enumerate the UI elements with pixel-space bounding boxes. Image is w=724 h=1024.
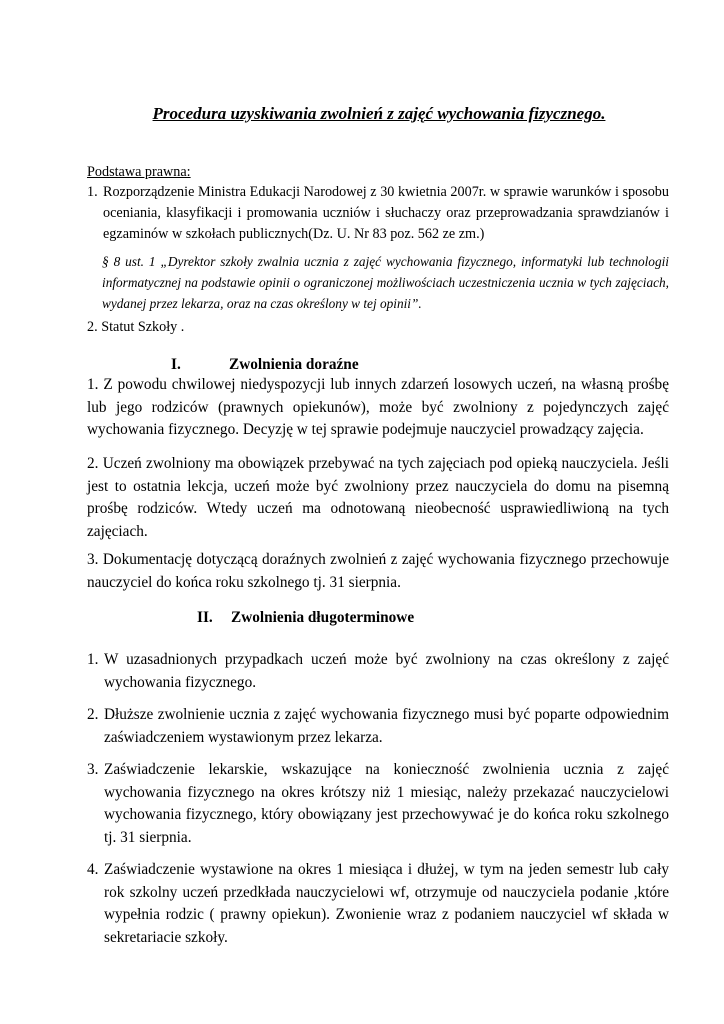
legal-basis-item [87, 182, 669, 245]
list-number: 3. [87, 761, 99, 778]
list-item [87, 704, 669, 749]
section-heading-2 [197, 607, 414, 629]
list-number: 1. [87, 651, 99, 668]
list-text: Dłuższe zwolnienie ucznia z zajęć wychowania fizycznego musi być poparte odpowiednim zaświadczeniem wystawionym przez lekarza. [104, 706, 669, 746]
list-number: 1. [87, 184, 98, 200]
list-text: W uzasadnionych przypadkach uczeń może być zwolniony na czas określony z zajęć wychowania fizycznego. [104, 651, 669, 691]
section-numeral: I. [171, 356, 181, 373]
list-number: 4. [87, 861, 99, 878]
long-term-list [87, 649, 669, 959]
list-item [87, 859, 669, 949]
statute-item: 2. Statut Szkoły . [87, 319, 185, 335]
legal-basis-list [87, 182, 669, 245]
list-item [87, 759, 669, 849]
section-heading-1 [171, 354, 359, 376]
list-number: 2. [87, 706, 99, 723]
section-title: Zwolnienia długoterminowe [231, 609, 415, 626]
document-title: Procedura uzyskiwania zwolnień z zajęć wychowania fizycznego. [152, 104, 606, 123]
list-text: Zaświadczenie lekarskie, wskazujące na konieczność zwolnienia ucznia z zajęć wychowania fizycznego na okres krótszy niż 1 miesiąc, należy przekazać nauczycielowi wychowania fizycznego, który obowiązany jest przechowywać je do końca roku szkolnego tj. 31 sierpnia. [104, 761, 669, 846]
regulation-quote: § 8 ust. 1 „Dyrektor szkoły zwalnia ucznia z zajęć wychowania fizycznego, informatyki lub technologii informatycznej na podstawie opinii o ograniczonej możliwościach uczestniczenia ucznia w tych zajęciach, wydanej przez lekarza, oraz na czas określony w tej opinii”. [102, 254, 669, 311]
legal-basis-text: Rozporządzenie Ministra Edukacji Narodowej z 30 kwietnia 2007r. w sprawie warunków i sposobu oceniania, klasyfikacji i promowania uczniów i słuchaczy oraz przeprowadzania sprawdzianów i egzaminów w szkołach publicznych(Dz. U. Nr 83 poz. 562 ze zm.) [103, 184, 669, 242]
paragraph: 2. Uczeń zwolniony ma obowiązek przebywać na tych zajęciach pod opieką nauczyciela. Jeśli jest to ostatnia lekcja, uczeń może być zwolniony przez nauczyciela do domu na pisemną prośbę rodziców. Wtedy uczeń ma odnotowaną nieobecność usprawiedliwioną na tych zajęciach. [87, 455, 669, 540]
section-title: Zwolnienia doraźne [229, 356, 359, 373]
paragraph: 1. Z powodu chwilowej niedyspozycji lub innych zdarzeń losowych uczeń, na własną prośbę lub jego rodziców (prawnych opiekunów), może być zwolniony z pojedynczych zajęć wychowania fizycznego. Decyzję w tej sprawie podejmuje nauczyciel prowadzący zajęcia. [87, 376, 669, 438]
paragraph: 3. Dokumentację dotyczącą doraźnych zwolnień z zajęć wychowania fizycznego przechowuje nauczyciel do końca roku szkolnego tj. 31 sierpnia. [87, 551, 669, 591]
list-text: Zaświadczenie wystawione na okres 1 miesiąca i dłużej, w tym na jeden semestr lub cały rok szkolny uczeń przedkłada nauczycielowi wf, otrzymuje od nauczyciela podanie ,które wypełnia rodzic ( prawny opiekun). Zwonienie wraz z podaniem nauczyciel wf składa w sekretariacie szkoły. [104, 861, 669, 946]
legal-basis-label: Podstawa prawna: [87, 164, 191, 180]
list-item [87, 649, 669, 694]
section-numeral: II. [197, 609, 213, 626]
